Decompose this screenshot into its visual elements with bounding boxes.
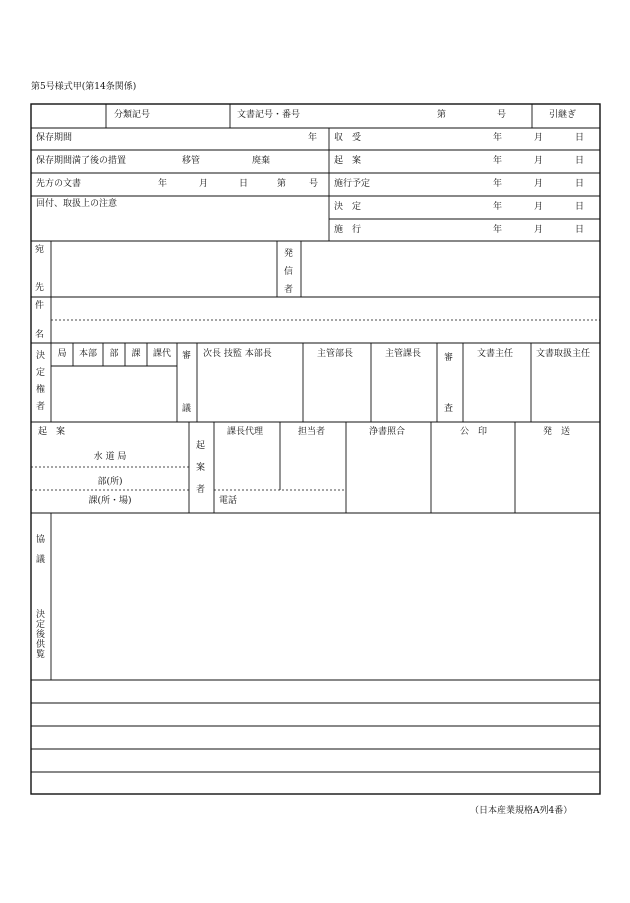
- post-decision-viewing-label: 決定後供覧: [35, 610, 45, 660]
- dispatch-label: 発 送: [543, 427, 571, 437]
- decision-year: 年: [493, 202, 503, 212]
- transfer-option: 移管: [182, 156, 201, 166]
- recipient-doc-dai: 第: [277, 179, 287, 189]
- draft-date-label: 起 案: [334, 156, 362, 166]
- draft-year: 年: [493, 156, 503, 166]
- disposal-option: 廃棄: [252, 156, 271, 166]
- classification-code-label: 分類記号: [114, 110, 151, 120]
- addressee-label-top: 宛: [35, 245, 45, 255]
- recipient-doc-month: 月: [199, 179, 209, 189]
- review-label-bottom: 査: [444, 404, 454, 414]
- draft-month: 月: [534, 156, 544, 166]
- go-label: 号: [497, 110, 507, 120]
- planned-year: 年: [493, 179, 503, 189]
- drafter-label: 起案者: [195, 441, 205, 495]
- department-office-label: 部(所): [97, 477, 123, 487]
- draft-day: 日: [575, 156, 585, 166]
- receipt-month: 月: [534, 133, 544, 143]
- section-office-label: 課(所・場): [88, 496, 132, 506]
- planned-day: 日: [575, 179, 585, 189]
- document-handler-label: 文書取扱主任: [536, 349, 591, 359]
- subject-label-top: 件: [35, 301, 45, 311]
- decision-month: 月: [534, 202, 544, 212]
- retention-period-label: 保存期間: [36, 133, 73, 143]
- recipient-doc-go: 号: [309, 179, 319, 189]
- recipient-doc-year: 年: [158, 179, 168, 189]
- headquarters-col-label: 本部: [78, 349, 97, 359]
- enforcement-month: 月: [534, 225, 544, 235]
- decision-authority-label: 決定権者: [35, 351, 45, 412]
- enforcement-day: 日: [575, 225, 585, 235]
- phone-label: 電話: [219, 496, 238, 506]
- enforcement-year: 年: [493, 225, 503, 235]
- form-number: 第5号様式甲(第14条関係): [31, 82, 137, 92]
- sender-label: 発信者: [283, 249, 293, 295]
- retention-year: 年: [308, 133, 318, 143]
- document-number-label: 文書記号・番号: [237, 110, 301, 120]
- circulation-notes-label: 回付、取扱上の注意: [36, 199, 118, 209]
- handover-label: 引継ぎ: [549, 110, 577, 120]
- person-in-charge-label: 担当者: [298, 427, 326, 437]
- decision-day: 日: [575, 202, 585, 212]
- water-bureau-label: 水 道 局: [93, 452, 127, 462]
- recipient-document-label: 先方の文書: [36, 179, 82, 189]
- chief-dept-head-label: 主管部長: [317, 349, 354, 359]
- official-seal-label: 公 印: [460, 427, 488, 437]
- decision-label: 決 定: [334, 202, 362, 212]
- deputy-director-label: 次長 技監 本部長: [203, 349, 272, 359]
- subject-label-bottom: 名: [35, 330, 45, 340]
- section-col-label: 課: [131, 349, 141, 359]
- receipt-label: 収 受: [334, 133, 362, 143]
- document-officer-label: 文書主任: [477, 349, 514, 359]
- recipient-doc-day: 日: [239, 179, 249, 189]
- consultation-label: 協議: [35, 535, 45, 565]
- planned-enforcement-label: 施行予定: [334, 179, 371, 189]
- section-deputy-col-label: 課代: [152, 349, 171, 359]
- bureau-col-label: 局: [57, 349, 67, 359]
- drafting-label: 起 案: [38, 427, 66, 437]
- deliberation-label-bottom: 議: [182, 404, 192, 414]
- review-label-top: 審: [444, 353, 454, 363]
- deputy-section-chief-label: 課長代理: [227, 427, 264, 437]
- addressee-label-bottom: 先: [35, 283, 45, 293]
- jis-standard-note: （日本産業規格A列4番）: [470, 806, 573, 816]
- deliberation-label-top: 審: [182, 351, 192, 361]
- fair-copy-check-label: 浄書照合: [369, 427, 406, 437]
- planned-month: 月: [534, 179, 544, 189]
- receipt-day: 日: [575, 133, 585, 143]
- dai-label: 第: [437, 110, 447, 120]
- enforcement-label: 施 行: [334, 225, 362, 235]
- department-col-label: 部: [109, 349, 119, 359]
- receipt-year: 年: [493, 133, 503, 143]
- after-expiry-label: 保存期間満了後の措置: [36, 156, 127, 166]
- chief-section-head-label: 主管課長: [385, 349, 422, 359]
